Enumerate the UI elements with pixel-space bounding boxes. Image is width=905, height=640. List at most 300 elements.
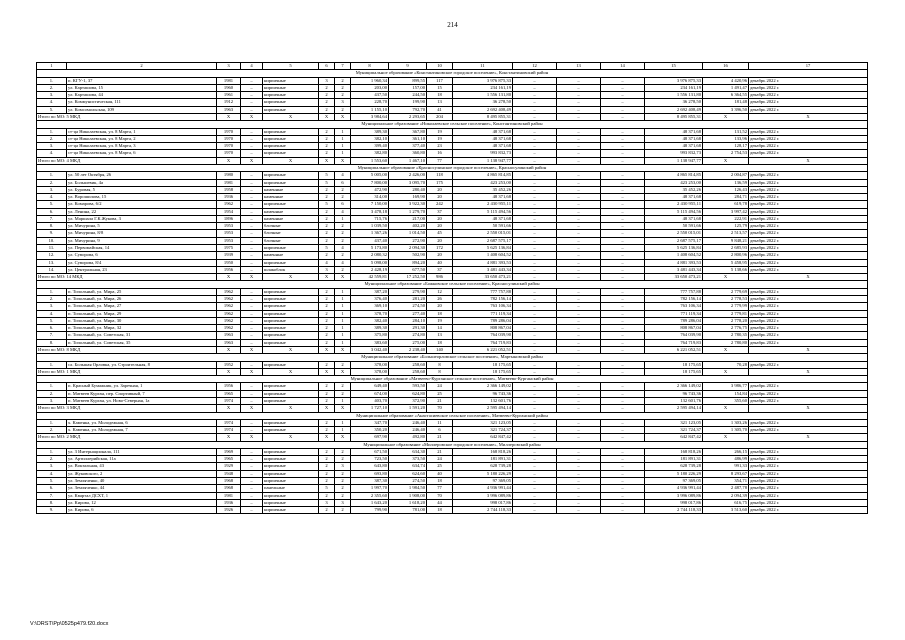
table-cell: кирпичные bbox=[263, 361, 319, 368]
table-cell: 132 601,76 bbox=[645, 397, 703, 404]
table-cell: – bbox=[557, 383, 601, 390]
section-title: Муниципальное образование «Матвеево-Курганское сельское поселение», Матвеево-Курганский район bbox=[37, 376, 868, 383]
table-cell: ст-ца Николаевская, ул. 8 Марта, 2 bbox=[67, 135, 217, 142]
column-number-row bbox=[37, 63, 868, 70]
table-cell: – bbox=[513, 215, 557, 222]
table-cell: 991,33 bbox=[703, 463, 749, 470]
table-cell: – bbox=[241, 361, 263, 368]
table-cell: 2 428,19 bbox=[351, 266, 389, 273]
table-cell: – bbox=[601, 208, 645, 215]
table-cell: 5 173,80 bbox=[351, 245, 389, 252]
table-cell: ул. Комарова, 6/2 bbox=[67, 201, 217, 208]
table-cell: X bbox=[749, 274, 868, 281]
table-cell: 2 bbox=[335, 456, 351, 463]
table-cell: 45 bbox=[427, 230, 453, 237]
table-cell: кирпичные bbox=[263, 201, 319, 208]
table-cell: – bbox=[241, 448, 263, 455]
table-cell: 172 bbox=[427, 245, 453, 252]
table-cell: – bbox=[241, 427, 263, 434]
table-cell: кирпичные bbox=[263, 507, 319, 514]
table-cell: 437,40 bbox=[351, 237, 389, 244]
table-cell: 350,20 bbox=[351, 427, 389, 434]
table-cell: 8 495 855,31 bbox=[645, 113, 703, 120]
table-cell: 131,52 bbox=[703, 128, 749, 135]
table-cell: 21 bbox=[427, 434, 453, 441]
table-cell: X bbox=[263, 157, 319, 164]
section-title: Муниципальное образование «Божковское сельское поселение», Красносулинский район bbox=[37, 281, 868, 288]
table-cell: – bbox=[241, 492, 263, 499]
table-cell: 2 293,65 bbox=[389, 113, 427, 120]
table-cell: декабрь 2022 г. bbox=[749, 303, 868, 310]
table-cell: 1929 bbox=[217, 463, 241, 470]
table-cell: 2 550 015,01 bbox=[453, 230, 513, 237]
table-cell: 44 bbox=[427, 499, 453, 506]
table-cell: 2 bbox=[335, 237, 351, 244]
table-cell: 40 bbox=[427, 259, 453, 266]
table-cell: декабрь 2022 г. bbox=[749, 499, 868, 506]
total-row bbox=[37, 368, 868, 375]
table-cell: – bbox=[601, 84, 645, 91]
table-cell: – bbox=[513, 383, 557, 390]
table-cell: 3 984,64 bbox=[351, 113, 389, 120]
table-cell: 2 bbox=[335, 106, 351, 113]
table-cell: 1 bbox=[335, 397, 351, 404]
table-cell: декабрь 2022 г. bbox=[749, 252, 868, 259]
table-cell: 234 161,19 bbox=[453, 84, 513, 91]
table-cell: 782 156,14 bbox=[645, 296, 703, 303]
table-cell: – bbox=[513, 332, 557, 339]
total-label: Итого по МО: 8 МКД bbox=[37, 346, 217, 353]
table-cell: ул. Ленина, 22 bbox=[67, 208, 217, 215]
table-cell: – bbox=[513, 434, 557, 441]
table-cell: 382,40 bbox=[351, 317, 389, 324]
table-cell: каменные bbox=[263, 186, 319, 193]
table-cell: 7. bbox=[37, 215, 67, 222]
table-row bbox=[37, 150, 868, 157]
total-label: Итого по МО: 5 МКД bbox=[37, 113, 217, 120]
table-cell: 18 bbox=[427, 507, 453, 514]
table-cell: – bbox=[557, 113, 601, 120]
table-cell: X bbox=[319, 346, 335, 353]
table-cell: 4 936 991,44 bbox=[453, 485, 513, 492]
table-cell: п. Топольный, ул. Советская, 35 bbox=[67, 339, 217, 346]
table-cell: 2 bbox=[319, 106, 335, 113]
table-cell: – bbox=[601, 92, 645, 99]
section-header-row bbox=[37, 354, 868, 361]
table-row bbox=[37, 128, 868, 135]
table-cell: 8. bbox=[37, 223, 67, 230]
table-cell: 48 371,68 bbox=[453, 194, 513, 201]
table-cell: 96 743,36 bbox=[645, 390, 703, 397]
table-cell: 6 221 052,51 bbox=[453, 346, 513, 353]
column-number-cell: 17 bbox=[749, 63, 868, 70]
table-cell: – bbox=[241, 92, 263, 99]
table-cell: 2 bbox=[319, 223, 335, 230]
table-cell: 347,70 bbox=[351, 419, 389, 426]
table-cell: 19 bbox=[427, 135, 453, 142]
table-cell: кирпичные bbox=[263, 92, 319, 99]
table-cell: 671,50 bbox=[351, 448, 389, 455]
table-cell: 48 371,68 bbox=[453, 215, 513, 222]
table-cell: 4. bbox=[37, 194, 67, 201]
table-cell: 1 138 947,77 bbox=[645, 157, 703, 164]
table-cell: X bbox=[217, 346, 241, 353]
table-cell: 3 bbox=[319, 266, 335, 273]
table-cell: X bbox=[319, 368, 335, 375]
table-cell: – bbox=[557, 223, 601, 230]
table-cell: 378,00 bbox=[351, 368, 389, 375]
table-cell: 168 818,26 bbox=[453, 448, 513, 455]
table-cell: – bbox=[513, 99, 557, 106]
table-cell: 281,20 bbox=[389, 296, 427, 303]
table-cell: – bbox=[601, 485, 645, 492]
table-cell: – bbox=[601, 157, 645, 164]
table-cell: 1958 bbox=[217, 186, 241, 193]
table-cell: 472,90 bbox=[351, 186, 389, 193]
table-cell: – bbox=[513, 346, 557, 353]
table-cell: 2 bbox=[319, 390, 335, 397]
table-cell: – bbox=[513, 259, 557, 266]
table-cell: 157,00 bbox=[389, 84, 427, 91]
table-cell: 48 371,68 bbox=[645, 128, 703, 135]
table-cell: 1975 bbox=[217, 245, 241, 252]
table-cell: 2 487,78 bbox=[703, 485, 749, 492]
table-cell: – bbox=[557, 419, 601, 426]
table-row bbox=[37, 230, 868, 237]
table-cell: ул. Суворова, 8/4 bbox=[67, 259, 217, 266]
table-cell: 2 366 149,02 bbox=[453, 383, 513, 390]
table-cell: X bbox=[335, 405, 351, 412]
table-cell: декабрь 2022 г. bbox=[749, 150, 868, 157]
table-cell: 361,10 bbox=[389, 135, 427, 142]
table-cell: 624,80 bbox=[389, 390, 427, 397]
column-number-cell: 15 bbox=[645, 63, 703, 70]
table-cell: 3 bbox=[335, 463, 351, 470]
table-cell: – bbox=[601, 194, 645, 201]
table-cell: п. Топольный, ул. Мира, 27 bbox=[67, 303, 217, 310]
table-cell: 1952 bbox=[217, 361, 241, 368]
table-cell: декабрь 2022 г. bbox=[749, 390, 868, 397]
table-cell: – bbox=[513, 252, 557, 259]
table-cell: – bbox=[601, 361, 645, 368]
table-cell: 1 bbox=[335, 303, 351, 310]
table-cell: 117 bbox=[427, 77, 453, 84]
table-cell: 2 778,20 bbox=[703, 317, 749, 324]
table-cell: 372,90 bbox=[389, 397, 427, 404]
table-cell: 4 881 393,53 bbox=[453, 259, 513, 266]
table-cell: – bbox=[557, 368, 601, 375]
table-cell: X bbox=[263, 274, 319, 281]
table-cell: 1. bbox=[37, 419, 67, 426]
section-title: Муниципальное образование «Большеорловское сельское поселение», Мартыновский район bbox=[37, 354, 868, 361]
table-cell: – bbox=[513, 288, 557, 295]
table-cell: 2 bbox=[335, 470, 351, 477]
table-cell: – bbox=[513, 274, 557, 281]
table-cell: п. Топольный, ул. Мира, 25 bbox=[67, 288, 217, 295]
table-cell: X bbox=[703, 346, 749, 353]
table-cell: 1980 bbox=[217, 172, 241, 179]
table-cell: 3 bbox=[319, 499, 335, 506]
table-cell: 2. bbox=[37, 390, 67, 397]
table-row bbox=[37, 361, 868, 368]
table-cell: – bbox=[557, 390, 601, 397]
table-cell: кирпичные bbox=[263, 470, 319, 477]
table-cell: – bbox=[601, 179, 645, 186]
table-cell: 1968 bbox=[217, 478, 241, 485]
table-cell: кирпичные bbox=[263, 135, 319, 142]
table-cell: 2 bbox=[319, 288, 335, 295]
table-cell: – bbox=[601, 419, 645, 426]
table-cell: декабрь 2022 г. bbox=[749, 135, 868, 142]
table-cell: – bbox=[601, 507, 645, 514]
column-number-cell: 8 bbox=[351, 63, 389, 70]
table-cell: 128,17 bbox=[703, 143, 749, 150]
table-cell: 50 591,66 bbox=[453, 223, 513, 230]
table-cell: 36 278,50 bbox=[645, 99, 703, 106]
table-cell: – bbox=[557, 507, 601, 514]
table-row bbox=[37, 448, 868, 455]
table-cell: 2 800,96 bbox=[703, 252, 749, 259]
table-cell: 1962 bbox=[217, 317, 241, 324]
table-cell: 13. bbox=[37, 259, 67, 266]
table-cell: 771 119,34 bbox=[453, 310, 513, 317]
table-cell: 280,40 bbox=[389, 186, 427, 193]
table-cell: 3 986,77 bbox=[703, 383, 749, 390]
table-cell: 35 452,26 bbox=[453, 186, 513, 193]
table-cell: X bbox=[749, 346, 868, 353]
table-cell: каменные bbox=[263, 215, 319, 222]
table-row bbox=[37, 215, 868, 222]
table-cell: декабрь 2022 г. bbox=[749, 215, 868, 222]
table-cell: кирпичные bbox=[263, 448, 319, 455]
table-cell: 2 bbox=[319, 143, 335, 150]
table-cell: 1970 bbox=[217, 150, 241, 157]
table-cell: – bbox=[241, 478, 263, 485]
table-row bbox=[37, 143, 868, 150]
table-cell: X bbox=[217, 274, 241, 281]
table-cell: декабрь 2022 г. bbox=[749, 128, 868, 135]
table-cell: 3 bbox=[335, 499, 351, 506]
table-row bbox=[37, 237, 868, 244]
table-cell: 643,80 bbox=[351, 463, 389, 470]
table-cell: п. Топольный, ул. Мира, 29 bbox=[67, 310, 217, 317]
table-cell: кирпичные bbox=[263, 245, 319, 252]
table-cell: п. Матвеев Курган, пер. Спортивный, 7 bbox=[67, 390, 217, 397]
total-row bbox=[37, 434, 868, 441]
table-cell: X bbox=[335, 368, 351, 375]
table-cell: – bbox=[557, 310, 601, 317]
table-cell: X bbox=[217, 368, 241, 375]
table-cell: декабрь 2022 г. bbox=[749, 223, 868, 230]
table-cell: 126,43 bbox=[703, 186, 749, 193]
document-path: V:\ORST\Pp\0525p479.f20.docx bbox=[30, 621, 109, 627]
table-cell: ул. Первомайская, 14 bbox=[67, 245, 217, 252]
table-cell: кирпичные bbox=[263, 150, 319, 157]
table-cell: 5. bbox=[37, 317, 67, 324]
report-table-container bbox=[36, 62, 867, 514]
table-cell: 1974 bbox=[217, 427, 241, 434]
table-cell: кирпичные bbox=[263, 478, 319, 485]
table-cell: ул. Карташова, 15 bbox=[67, 84, 217, 91]
table-cell: 2 bbox=[335, 186, 351, 193]
table-cell: 4 865 814,85 bbox=[645, 172, 703, 179]
table-cell: 132 601,76 bbox=[453, 397, 513, 404]
table-cell: 3. bbox=[37, 397, 67, 404]
table-cell: 1 bbox=[335, 317, 351, 324]
table-cell: X bbox=[263, 434, 319, 441]
table-cell: 33 650 473,21 bbox=[453, 274, 513, 281]
table-cell: 1 279,70 bbox=[389, 208, 427, 215]
table-cell: 628 739,28 bbox=[645, 463, 703, 470]
table-cell: декабрь 2022 г. bbox=[749, 463, 868, 470]
table-cell: 2. bbox=[37, 427, 67, 434]
table-cell: – bbox=[557, 157, 601, 164]
table-cell: 2 426,00 bbox=[389, 172, 427, 179]
table-cell: – bbox=[513, 296, 557, 303]
column-number-cell: 12 bbox=[513, 63, 557, 70]
table-cell: 8. bbox=[37, 339, 67, 346]
table-cell: 48 371,68 bbox=[645, 143, 703, 150]
table-cell: п. Топольный, ул. Мира, 30 bbox=[67, 317, 217, 324]
table-cell: – bbox=[557, 245, 601, 252]
table-cell: X bbox=[703, 157, 749, 164]
table-cell: – bbox=[601, 230, 645, 237]
table-cell: 1962 bbox=[217, 201, 241, 208]
table-cell: X bbox=[703, 405, 749, 412]
table-cell: декабрь 2022 г. bbox=[749, 259, 868, 266]
table-row bbox=[37, 325, 868, 332]
table-cell: 25 bbox=[427, 463, 453, 470]
table-cell: 2 bbox=[319, 448, 335, 455]
table-cell: ст-ца Николаевская, ул. 8 Марта, 6 bbox=[67, 150, 217, 157]
table-row bbox=[37, 317, 868, 324]
table-cell: 2. bbox=[37, 456, 67, 463]
table-cell: 3 996 089,86 bbox=[645, 492, 703, 499]
table-cell: 2 004,87 bbox=[703, 172, 749, 179]
table-cell: – bbox=[513, 478, 557, 485]
table-cell: – bbox=[241, 463, 263, 470]
table-cell: 2 bbox=[335, 390, 351, 397]
table-cell: 808 867,04 bbox=[453, 325, 513, 332]
table-cell: – bbox=[513, 427, 557, 434]
table-cell: X bbox=[703, 113, 749, 120]
table-cell: X bbox=[749, 368, 868, 375]
table-cell: 1 bbox=[335, 427, 351, 434]
table-cell: 1 643,20 bbox=[351, 499, 389, 506]
table-cell: – bbox=[513, 463, 557, 470]
table-cell: – bbox=[557, 434, 601, 441]
table-cell: – bbox=[601, 368, 645, 375]
table-cell: – bbox=[557, 179, 601, 186]
table-cell: 2 bbox=[319, 186, 335, 193]
column-number-cell: 13 bbox=[557, 63, 601, 70]
table-cell: 217,00 bbox=[389, 215, 427, 222]
table-cell: 2 bbox=[319, 317, 335, 324]
table-cell: 1981 bbox=[217, 77, 241, 84]
table-cell: 2 687 575,17 bbox=[453, 237, 513, 244]
table-cell: 1 303,26 bbox=[703, 419, 749, 426]
table-cell: 899,55 bbox=[389, 77, 427, 84]
table-cell: – bbox=[241, 288, 263, 295]
table-cell: 383,60 bbox=[351, 339, 389, 346]
table-cell: 133,96 bbox=[703, 135, 749, 142]
table-body bbox=[37, 63, 868, 514]
table-cell: 279,90 bbox=[389, 288, 427, 295]
table-cell: 1 bbox=[335, 215, 351, 222]
table-cell: 277,40 bbox=[389, 310, 427, 317]
table-row bbox=[37, 179, 868, 186]
table-cell: 5 625 136,84 bbox=[453, 245, 513, 252]
table-cell: – bbox=[241, 317, 263, 324]
table-cell: 321 724,37 bbox=[453, 427, 513, 434]
table-cell: 2. bbox=[37, 135, 67, 142]
table-cell: – bbox=[601, 113, 645, 120]
table-cell: декабрь 2022 г. bbox=[749, 296, 868, 303]
table-cell: – bbox=[513, 339, 557, 346]
table-cell: – bbox=[601, 106, 645, 113]
table-cell: кирпичные bbox=[263, 259, 319, 266]
table-cell: – bbox=[241, 499, 263, 506]
total-row bbox=[37, 113, 868, 120]
table-cell: 1962 bbox=[217, 303, 241, 310]
table-cell: 387,20 bbox=[351, 288, 389, 295]
table-cell: – bbox=[601, 77, 645, 84]
table-cell: – bbox=[241, 172, 263, 179]
table-cell: ул. Артиллерийская, 11а bbox=[67, 456, 217, 463]
table-cell: 1 408 604,52 bbox=[453, 252, 513, 259]
table-cell: – bbox=[241, 237, 263, 244]
table-cell: – bbox=[557, 485, 601, 492]
table-cell: X bbox=[263, 113, 319, 120]
table-cell: – bbox=[241, 259, 263, 266]
table-cell: 998 017,86 bbox=[645, 499, 703, 506]
table-cell: – bbox=[557, 448, 601, 455]
table-cell: кирпичные bbox=[263, 99, 319, 106]
table-cell: X bbox=[703, 274, 749, 281]
table-row bbox=[37, 310, 868, 317]
table-cell: – bbox=[557, 266, 601, 273]
table-cell: 17 252,50 bbox=[389, 274, 427, 281]
table-cell: – bbox=[601, 478, 645, 485]
table-cell: 2 776,75 bbox=[703, 325, 749, 332]
table-cell: – bbox=[241, 296, 263, 303]
table-cell: 3 513,60 bbox=[703, 507, 749, 514]
table-cell: 266,15 bbox=[703, 448, 749, 455]
table-cell: 2 bbox=[319, 252, 335, 259]
table-cell: – bbox=[601, 470, 645, 477]
table-cell: 1963 bbox=[217, 106, 241, 113]
table-cell: – bbox=[241, 266, 263, 273]
column-number-cell: 4 bbox=[241, 63, 263, 70]
table-cell: декабрь 2022 г. bbox=[749, 448, 868, 455]
table-cell: шлакоблок bbox=[263, 266, 319, 273]
table-row bbox=[37, 332, 868, 339]
table-cell: 763 106,34 bbox=[645, 303, 703, 310]
table-cell: – bbox=[241, 128, 263, 135]
table-cell: 9. bbox=[37, 230, 67, 237]
table-cell: 2 780,35 bbox=[703, 332, 749, 339]
table-cell: 48 371,68 bbox=[453, 128, 513, 135]
table-cell: 12. bbox=[37, 252, 67, 259]
table-cell: 1896 bbox=[217, 215, 241, 222]
table-cell: 321 123,05 bbox=[645, 419, 703, 426]
table-cell: ст-ца Николаевская, ул. 8 Марта, 3 bbox=[67, 143, 217, 150]
table-cell: 764 719,83 bbox=[645, 339, 703, 346]
table-cell: 3 481 443,34 bbox=[645, 266, 703, 273]
table-cell: – bbox=[601, 434, 645, 441]
table-cell: 284,71 bbox=[703, 194, 749, 201]
table-cell: 258,60 bbox=[389, 361, 427, 368]
